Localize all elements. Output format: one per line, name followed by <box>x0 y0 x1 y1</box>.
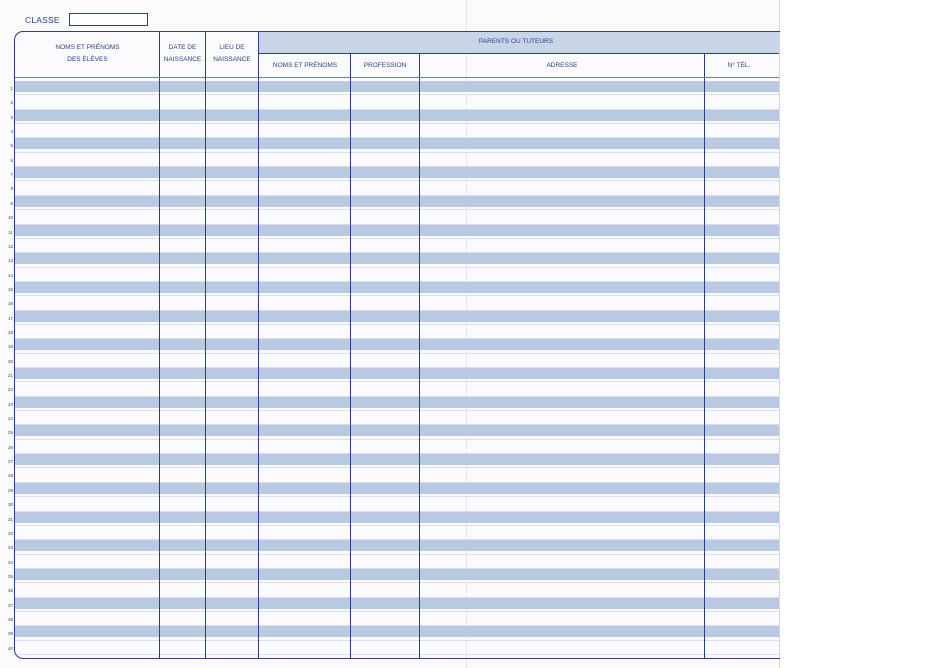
classe-field[interactable] <box>69 13 148 26</box>
header-date-naissance: DATE DE NAISSANCE <box>163 44 202 63</box>
row-number: 20 <box>7 358 13 364</box>
row-number: 18 <box>7 329 13 335</box>
row-number: 30 <box>7 502 13 508</box>
row-number: 37 <box>7 602 13 608</box>
header-adresse: ADRESSE <box>546 62 578 69</box>
column-divider-6 <box>704 53 705 659</box>
row-number: 27 <box>7 459 13 465</box>
row-number: 32 <box>7 530 13 536</box>
row-number: 38 <box>7 616 13 622</box>
column-divider-3 <box>258 31 259 659</box>
table-frame <box>14 31 780 659</box>
classe-label: CLASSE <box>25 15 60 25</box>
row-number: 6 <box>10 157 13 163</box>
row-number: 13 <box>7 258 13 264</box>
row-number: 34 <box>7 559 13 565</box>
column-divider-2 <box>205 31 206 659</box>
row-number: 35 <box>7 573 13 579</box>
row-number: 23 <box>7 401 13 407</box>
row-number: 16 <box>7 301 13 307</box>
row-number: 39 <box>7 631 13 637</box>
header-bottom-line <box>15 77 779 78</box>
row-number: 11 <box>8 229 13 235</box>
header-lieu-naissance: LIEU DE NAISSANCE <box>213 44 251 63</box>
row-number: 29 <box>7 487 13 493</box>
row-number: 17 <box>7 315 13 321</box>
row-number: 21 <box>7 373 13 378</box>
row-number: 26 <box>7 444 13 450</box>
row-number: 2 <box>10 100 13 106</box>
row-number: 36 <box>7 588 13 594</box>
header-noms-eleves: NOMS ET PRÉNOMS DES ÉLÈVES <box>55 44 120 63</box>
row-number: 3 <box>10 114 13 120</box>
row-number: 1 <box>10 86 13 91</box>
row-number: 28 <box>7 473 13 479</box>
row-number: 5 <box>10 143 13 149</box>
row-number: 7 <box>10 172 13 178</box>
column-divider-1 <box>159 31 160 659</box>
row-number: 22 <box>7 387 13 393</box>
column-divider-4 <box>350 53 351 659</box>
header-parents-noms: NOMS ET PRÉNOMS <box>272 62 338 69</box>
row-number: 8 <box>10 186 13 192</box>
parents-subheader-line <box>259 53 779 54</box>
row-number: 15 <box>7 286 13 292</box>
row-number: 40 <box>7 645 13 651</box>
header-tel: N° TÉL. <box>727 62 751 69</box>
row-number: 31 <box>7 516 13 522</box>
row-number: 33 <box>7 545 13 551</box>
row-number: 12 <box>7 243 13 249</box>
row-number: 9 <box>10 200 13 206</box>
row-number: 25 <box>7 430 13 436</box>
row-number: 19 <box>7 344 13 350</box>
row-number: 10 <box>7 215 13 221</box>
row-number: 24 <box>7 416 13 422</box>
column-divider-5 <box>419 53 420 659</box>
row-number: 14 <box>7 272 13 278</box>
header-profession: PROFESSION <box>363 62 407 69</box>
row-number: 4 <box>10 129 13 135</box>
header-parents-tuteurs: PARENTS OU TUTEURS <box>478 38 554 45</box>
